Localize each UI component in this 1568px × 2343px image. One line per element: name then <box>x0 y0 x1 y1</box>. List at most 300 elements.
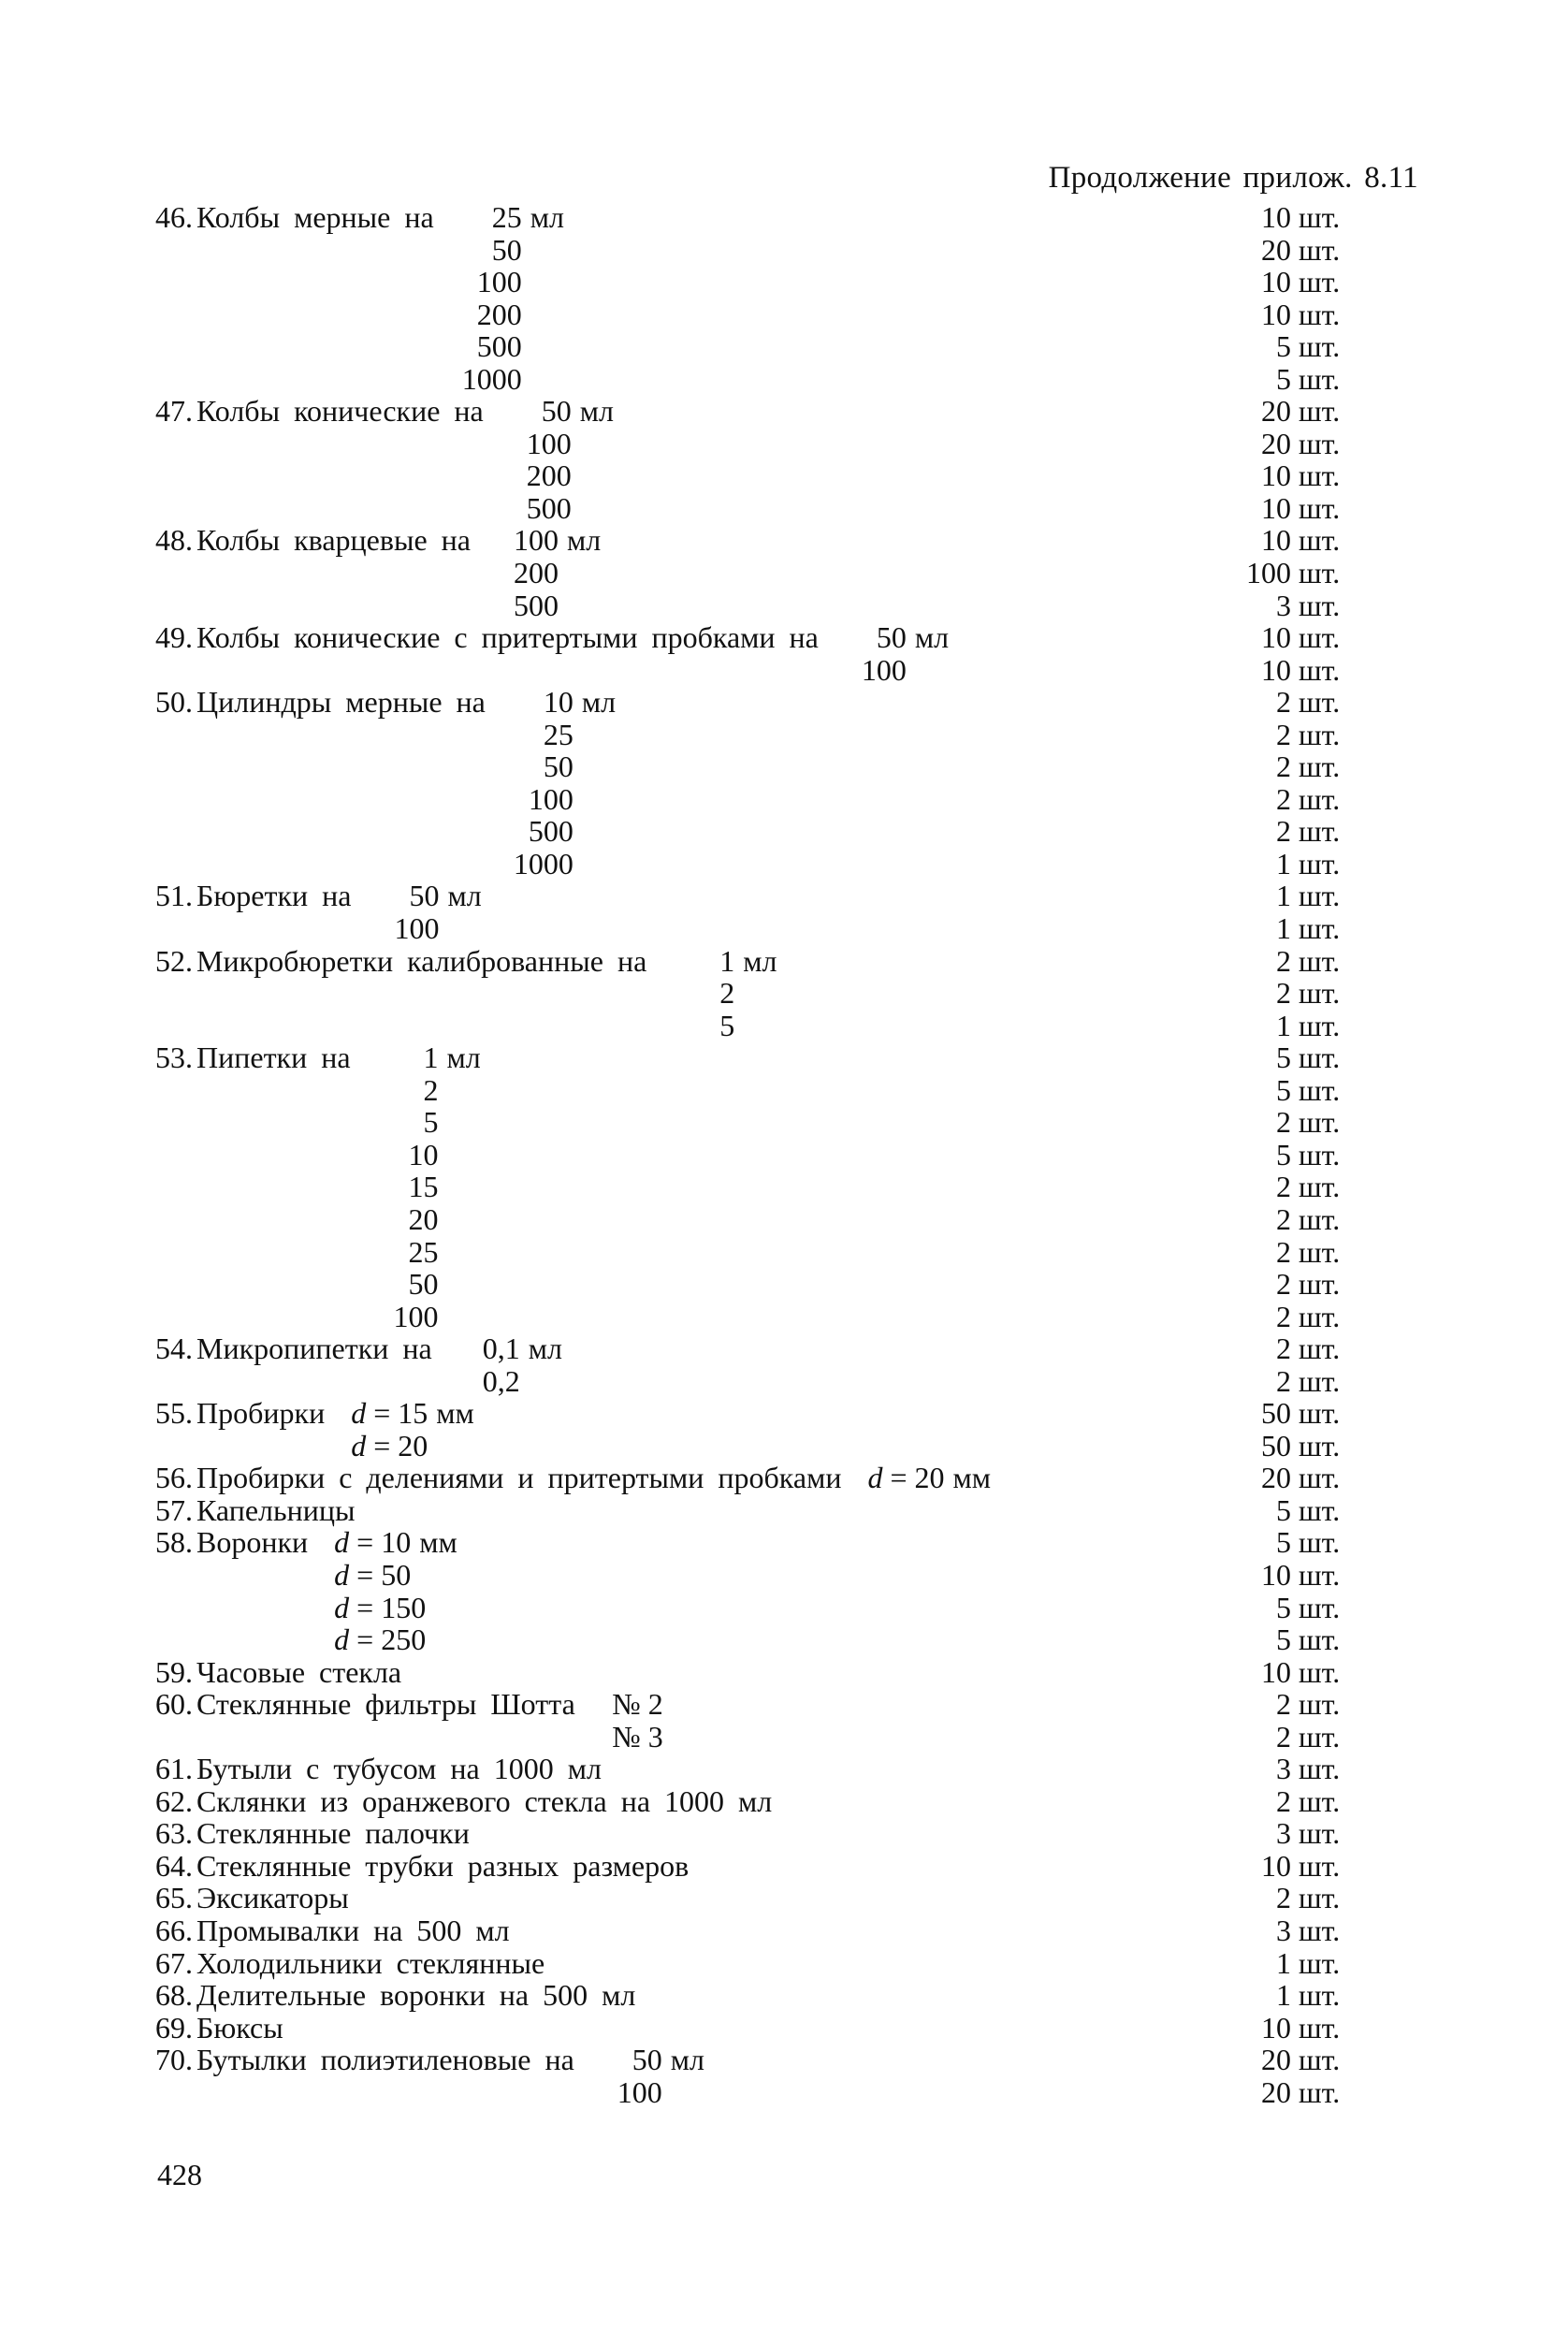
size-line <box>377 1301 481 1333</box>
size-unit: мм <box>952 1461 991 1495</box>
list-item <box>155 1850 1362 1883</box>
quantity-line <box>1231 1850 1362 1883</box>
quantity-unit: шт. <box>1299 1105 1341 1140</box>
list-item <box>155 1947 1362 1980</box>
item-title <box>155 1526 308 1655</box>
list-item <box>155 1688 1362 1753</box>
size-value <box>601 2044 662 2076</box>
item-title <box>155 1785 772 1818</box>
size-line <box>512 783 616 816</box>
quantity-unit: шт. <box>1299 652 1341 687</box>
list-item <box>155 2012 1362 2045</box>
quantity-line <box>1231 912 1362 945</box>
size-number: 25 <box>491 200 522 234</box>
quantity-line <box>1231 298 1362 331</box>
item-label: Колбы мерные на <box>196 200 434 234</box>
size-unit: мл <box>528 1332 562 1366</box>
size-number: 100 <box>617 2074 662 2109</box>
size-unit: мм <box>436 1396 474 1431</box>
size-line <box>377 1074 481 1107</box>
size-number: 50 <box>876 620 907 655</box>
quantity-line <box>1231 1301 1362 1333</box>
quantity-value: 5 <box>1276 1525 1291 1560</box>
size-value <box>377 1236 439 1269</box>
quantity-unit: шт. <box>1299 1913 1341 1947</box>
size-line <box>673 1010 777 1042</box>
size-line <box>377 1139 481 1172</box>
size-value <box>497 589 559 622</box>
quantity-value: 1 <box>1276 1978 1291 2013</box>
quantity-line <box>1231 266 1362 298</box>
size-number: 1000 <box>513 846 573 880</box>
size-number: 25 <box>543 717 573 751</box>
size-line <box>845 621 949 654</box>
quantity-value: 2 <box>1276 943 1291 978</box>
quantity-line <box>1231 1656 1362 1689</box>
size-value <box>460 266 522 298</box>
item-title <box>155 1332 432 1397</box>
quantity-line <box>1231 1721 1362 1754</box>
quantity-unit: шт. <box>1299 1623 1341 1657</box>
item-number: 52. <box>155 943 193 978</box>
size-number: 50 <box>543 749 573 784</box>
item-sizes <box>673 945 777 1042</box>
size-value <box>512 848 573 880</box>
quantity-value: 1 <box>1276 846 1291 880</box>
item-number: 48. <box>155 523 193 558</box>
item-number: 51. <box>155 879 193 913</box>
size-value <box>377 880 439 912</box>
item-title <box>155 1882 349 1914</box>
item-quantities <box>1231 1041 1362 1332</box>
continuation-header: Продолжение прилож. 8.11 <box>1048 161 1418 195</box>
quantity-line <box>1231 1882 1362 1914</box>
list-item <box>155 201 1362 395</box>
quantity-value: 10 <box>1261 1557 1291 1592</box>
quantity-value: 20 <box>1261 1461 1291 1495</box>
quantity-line <box>1231 848 1362 880</box>
quantity-value: 2 <box>1276 1201 1291 1236</box>
quantity-value: 10 <box>1261 620 1291 655</box>
quantity-value: 2 <box>1276 1105 1291 1140</box>
quantity-unit: шт. <box>1299 1881 1341 1915</box>
size-number: 1 <box>423 1041 439 1075</box>
quantity-line <box>1231 2012 1362 2045</box>
list-item <box>155 2044 1362 2108</box>
quantity-unit: шт. <box>1299 1654 1341 1689</box>
size-value <box>673 945 734 978</box>
item-sizes <box>845 621 949 686</box>
item-title <box>155 945 646 1042</box>
quantity-value: 5 <box>1276 1590 1291 1624</box>
size-value <box>351 1430 428 1463</box>
item-sizes <box>512 686 616 880</box>
quantity-value: 2 <box>1276 1719 1291 1754</box>
quantity-unit: шт. <box>1299 1978 1341 2013</box>
size-line <box>460 298 564 331</box>
size-line <box>460 363 564 396</box>
item-number: 59. <box>155 1654 193 1689</box>
size-value <box>673 1010 734 1042</box>
item-title <box>155 524 471 621</box>
item-label: Воронки <box>196 1525 309 1560</box>
quantity-unit: шт. <box>1299 943 1341 978</box>
item-title <box>155 686 486 880</box>
size-number: 500 <box>526 490 572 525</box>
size-value <box>512 686 573 719</box>
size-line <box>377 1041 481 1074</box>
quantity-value: 5 <box>1276 1137 1291 1172</box>
size-number: 2 <box>719 976 735 1011</box>
quantity-unit: шт. <box>1299 523 1341 558</box>
size-value <box>512 750 573 783</box>
quantity-value: 1 <box>1276 1008 1291 1042</box>
size-value <box>512 783 573 816</box>
size-number: 10 <box>543 685 573 720</box>
size-value <box>845 621 907 654</box>
size-value <box>601 2076 662 2109</box>
size-value <box>377 1106 439 1139</box>
size-unit: мл <box>579 394 614 429</box>
quantity-value: 3 <box>1276 1816 1291 1851</box>
quantity-value: 2 <box>1276 976 1291 1011</box>
size-number: 200 <box>513 556 559 590</box>
quantity-value: 3 <box>1276 588 1291 622</box>
list-item <box>155 524 1362 621</box>
quantity-line <box>1231 459 1362 492</box>
size-line <box>601 2044 704 2076</box>
size-number: 50 <box>491 232 522 267</box>
item-quantities <box>1231 880 1362 944</box>
quantity-value: 20 <box>1261 232 1291 267</box>
item-title <box>155 1753 602 1785</box>
quantity-line <box>1231 686 1362 719</box>
item-quantities <box>1231 1397 1362 1462</box>
size-line <box>510 428 614 460</box>
item-number: 55. <box>155 1396 193 1431</box>
size-value <box>460 330 522 363</box>
item-quantities <box>1231 1332 1362 1397</box>
list-item <box>155 880 1362 944</box>
size-number: 1000 <box>461 361 522 396</box>
quantity-unit: шт. <box>1299 1299 1341 1333</box>
size-unit: мм <box>419 1525 457 1560</box>
quantity-unit: шт. <box>1299 1816 1341 1851</box>
item-label: Цилиндры мерные на <box>196 685 486 720</box>
size-line <box>845 654 949 687</box>
size-line <box>512 686 616 719</box>
item-sizes <box>497 524 601 621</box>
size-value <box>377 1139 439 1172</box>
list-item <box>155 1914 1362 1947</box>
quantity-unit: шт. <box>1299 1557 1341 1592</box>
size-number: 25 <box>408 1234 439 1269</box>
size-number: 100 <box>394 911 440 946</box>
size-value <box>460 363 522 396</box>
quantity-line <box>1231 2044 1362 2076</box>
size-line <box>334 1559 457 1592</box>
quantity-line <box>1231 1171 1362 1203</box>
quantity-unit: шт. <box>1299 1719 1341 1754</box>
quantity-unit: шт. <box>1299 232 1341 267</box>
size-line <box>602 1721 663 1754</box>
quantity-line <box>1231 783 1362 816</box>
quantity-line <box>1231 1236 1362 1269</box>
list-item <box>155 686 1362 880</box>
size-line <box>602 1688 663 1721</box>
quantity-value: 2 <box>1276 1363 1291 1398</box>
size-number: 5 <box>719 1008 735 1042</box>
quantity-unit: шт. <box>1299 1267 1341 1302</box>
item-sizes <box>867 1462 991 1494</box>
quantity-unit: шт. <box>1299 1041 1341 1075</box>
quantity-line <box>1231 363 1362 396</box>
item-sizes <box>377 880 481 944</box>
item-title <box>155 1914 510 1947</box>
size-value <box>510 395 572 428</box>
size-line <box>512 750 616 783</box>
list-item <box>155 1041 1362 1332</box>
item-number: 70. <box>155 2043 193 2077</box>
size-number: = 15 <box>373 1396 428 1431</box>
quantity-unit: шт. <box>1299 976 1341 1011</box>
quantity-value: 50 <box>1261 1428 1291 1463</box>
size-line <box>377 1236 481 1269</box>
item-quantities <box>1231 1462 1362 1494</box>
item-title <box>155 1494 355 1527</box>
quantity-line <box>1231 428 1362 460</box>
quantity-line <box>1231 1041 1362 1074</box>
item-title <box>155 1947 544 1980</box>
item-number: 64. <box>155 1848 193 1883</box>
quantity-value: 2 <box>1276 1687 1291 1722</box>
list-item <box>155 1332 1362 1397</box>
quantity-unit: шт. <box>1299 361 1341 396</box>
quantity-unit: шт. <box>1299 911 1341 946</box>
item-title <box>155 880 351 944</box>
size-number: = 20 <box>890 1461 945 1495</box>
size-number: 50 <box>541 394 572 429</box>
quantity-value: 10 <box>1261 297 1291 331</box>
size-line <box>497 524 601 557</box>
list-item <box>155 1494 1362 1527</box>
size-value <box>377 1074 439 1107</box>
size-number: 500 <box>513 588 559 622</box>
quantity-line <box>1231 880 1362 912</box>
size-value <box>512 815 573 848</box>
item-quantities <box>1231 1785 1362 1818</box>
quantity-unit: шт. <box>1299 1234 1341 1269</box>
item-number: 68. <box>155 1978 193 2013</box>
item-title <box>155 1979 635 2012</box>
size-line <box>377 1106 481 1139</box>
quantity-value: 1 <box>1276 1945 1291 1980</box>
quantity-unit: шт. <box>1299 2010 1341 2045</box>
size-number: 100 <box>528 781 573 816</box>
item-quantities <box>1231 1526 1362 1655</box>
size-line <box>351 1430 474 1463</box>
quantity-line <box>1231 1559 1362 1592</box>
quantity-unit: шт. <box>1299 329 1341 364</box>
size-line <box>458 1332 562 1365</box>
item-title <box>155 2012 283 2045</box>
size-number: = 10 <box>356 1525 412 1560</box>
size-line <box>377 1268 481 1301</box>
quantity-value: 20 <box>1261 2043 1291 2077</box>
size-number: 0,1 <box>482 1332 520 1366</box>
quantity-value: 10 <box>1261 2010 1291 2045</box>
list-item <box>155 1882 1362 1914</box>
size-value <box>512 719 573 751</box>
item-sizes <box>334 1526 457 1655</box>
variable-symbol: d <box>334 1590 350 1624</box>
quantity-line <box>1231 1106 1362 1139</box>
variable-symbol: d <box>334 1623 350 1657</box>
quantity-unit: шт. <box>1299 458 1341 493</box>
item-label: Бутылки полиэтиленовые на <box>196 2043 574 2077</box>
size-line <box>510 395 614 428</box>
item-number: 49. <box>155 620 193 655</box>
quantity-line <box>1231 1623 1362 1656</box>
quantity-unit: шт. <box>1299 1752 1341 1786</box>
quantity-line <box>1231 2076 1362 2109</box>
size-unit: мл <box>447 879 482 913</box>
size-number: № 2 <box>612 1687 663 1722</box>
quantity-value: 2 <box>1276 1299 1291 1333</box>
item-quantities <box>1231 1947 1362 1980</box>
item-quantities <box>1231 524 1362 621</box>
item-quantities <box>1231 395 1362 524</box>
list-item <box>155 1753 1362 1785</box>
quantity-line <box>1231 1817 1362 1850</box>
size-value <box>497 557 559 589</box>
size-unit: мл <box>581 685 617 720</box>
quantity-unit: шт. <box>1299 1170 1341 1204</box>
size-unit: мл <box>670 2043 704 2077</box>
quantity-line <box>1231 1010 1362 1042</box>
quantity-value: 1 <box>1276 911 1291 946</box>
quantity-value: 2 <box>1276 1783 1291 1818</box>
item-sizes <box>351 1397 474 1462</box>
item-number: 62. <box>155 1783 193 1818</box>
item-label: Колбы конические с притертыми пробками на <box>196 620 819 655</box>
item-quantities <box>1231 1817 1362 1850</box>
size-number: 0,2 <box>482 1363 520 1398</box>
quantity-line <box>1231 815 1362 848</box>
quantity-unit: шт. <box>1299 1945 1341 1980</box>
item-title <box>155 1688 575 1753</box>
item-quantities <box>1231 1494 1362 1527</box>
size-value <box>377 1041 439 1074</box>
quantity-unit: шт. <box>1299 1137 1341 1172</box>
item-label: Эксикаторы <box>196 1881 349 1915</box>
quantity-unit: шт. <box>1299 685 1341 720</box>
item-sizes <box>460 201 564 395</box>
quantity-line <box>1231 654 1362 687</box>
quantity-value: 10 <box>1261 490 1291 525</box>
size-line <box>377 1203 481 1236</box>
quantity-unit: шт. <box>1299 749 1341 784</box>
item-quantities <box>1231 1979 1362 2012</box>
item-number: 69. <box>155 2010 193 2045</box>
size-value <box>377 1203 439 1236</box>
quantity-unit: шт. <box>1299 717 1341 751</box>
quantity-line <box>1231 1979 1362 2012</box>
quantity-value: 3 <box>1276 1913 1291 1947</box>
size-number: 200 <box>476 297 522 331</box>
quantity-unit: шт. <box>1299 1008 1341 1042</box>
quantity-value: 2 <box>1276 1170 1291 1204</box>
quantity-unit: шт. <box>1299 846 1341 880</box>
item-label: Холодильники стеклянные <box>196 1945 545 1980</box>
size-line <box>377 912 481 945</box>
item-label: Делительные воронки на 500 мл <box>196 1978 636 2013</box>
size-number: 5 <box>423 1105 439 1140</box>
size-line <box>334 1526 457 1559</box>
quantity-unit: шт. <box>1299 1848 1341 1883</box>
size-line <box>460 234 564 267</box>
item-title <box>155 1656 401 1689</box>
size-value <box>602 1688 663 1721</box>
quantity-line <box>1231 1785 1362 1818</box>
size-value <box>602 1721 663 1754</box>
item-label: Пробирки <box>196 1396 326 1431</box>
item-label: Бутыли с тубусом на 1000 мл <box>196 1752 602 1786</box>
item-number: 53. <box>155 1041 193 1075</box>
item-number: 65. <box>155 1881 193 1915</box>
quantity-unit: шт. <box>1299 1461 1341 1495</box>
size-number: 500 <box>476 329 522 364</box>
size-value <box>458 1332 520 1365</box>
quantity-value: 10 <box>1261 458 1291 493</box>
size-value <box>673 977 734 1010</box>
size-line <box>377 1171 481 1203</box>
size-number: 50 <box>632 2043 662 2077</box>
item-number: 56. <box>155 1461 193 1495</box>
item-quantities <box>1231 1753 1362 1785</box>
quantity-line <box>1231 1074 1362 1107</box>
item-quantities <box>1231 686 1362 880</box>
size-number: 50 <box>409 879 440 913</box>
quantity-unit: шт. <box>1299 297 1341 331</box>
item-number: 66. <box>155 1913 193 1947</box>
size-line <box>334 1623 457 1656</box>
size-number: 200 <box>526 458 572 493</box>
size-number: 15 <box>408 1170 439 1204</box>
quantity-line <box>1231 395 1362 428</box>
quantity-line <box>1231 201 1362 234</box>
size-line <box>460 330 564 363</box>
quantity-value: 10 <box>1261 200 1291 234</box>
size-line <box>334 1592 457 1624</box>
size-value <box>377 1268 439 1301</box>
list-item <box>155 1526 1362 1655</box>
quantity-line <box>1231 1268 1362 1301</box>
quantity-value: 2 <box>1276 1881 1291 1915</box>
quantity-unit: шт. <box>1299 781 1341 816</box>
size-value <box>377 1171 439 1203</box>
quantity-value: 20 <box>1261 426 1291 460</box>
item-sizes <box>602 1688 663 1753</box>
quantity-unit: шт. <box>1299 1525 1341 1560</box>
size-number: 500 <box>528 814 573 849</box>
item-quantities <box>1231 1882 1362 1914</box>
quantity-value: 2 <box>1276 685 1291 720</box>
list-item <box>155 1397 1362 1462</box>
size-number: = 250 <box>356 1623 427 1657</box>
quantity-line <box>1231 524 1362 557</box>
size-value <box>458 1365 520 1398</box>
